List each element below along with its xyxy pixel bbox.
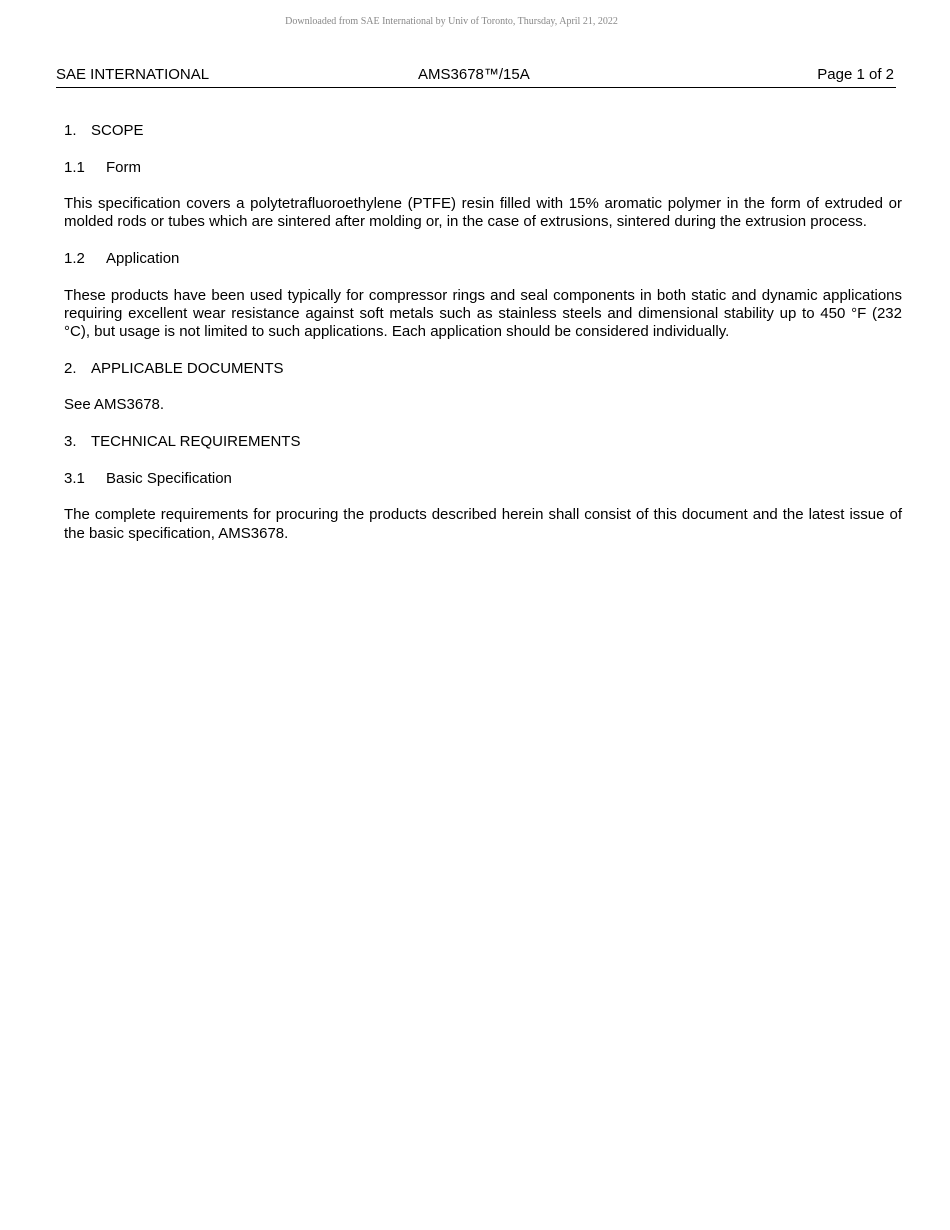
section-title: Basic Specification [106,469,232,487]
section-title: TECHNICAL REQUIREMENTS [91,433,301,451]
download-notice: Downloaded from SAE International by Univ of Toronto, Thursday, April 21, 2022 [285,16,618,27]
section-title: Form [106,158,141,176]
header-document-number: AMS3678™/15A [418,66,530,83]
section-heading-form [64,159,902,177]
section-title: APPLICABLE DOCUMENTS [91,359,284,377]
section-number: 3.1 [64,469,85,487]
section-heading-application [64,250,902,268]
section-heading-applicable-documents [64,360,902,378]
section-title: SCOPE [91,122,144,139]
section-heading-scope [64,122,902,140]
section-title: Application [106,250,180,268]
header-organization: SAE INTERNATIONAL [56,66,210,83]
section-number: 1.2 [64,250,85,268]
paragraph-application: These products have been used typically for compressor rings and seal components in both static and dynamic applications requiring excellent wear resistance against soft metals such as stainless steels and dimensional stability up to 450 °F (232 °C), but usage is not limited to such applications. Each application should be considered individually. [64,286,902,341]
document-body [64,122,902,561]
section-heading-basic-specification [64,470,902,488]
section-number: 1.1 [64,158,85,176]
section-number: 3. [64,433,77,451]
header-page-number: Page 1 of 2 [817,66,894,83]
paragraph-basic-specification: The complete requirements for procuring the products described herein shall consist of this document and the latest issue of the basic specification, AMS3678. [64,506,902,542]
section-number: 2. [64,359,77,377]
paragraph-applicable-documents: See AMS3678. [64,396,165,414]
section-number: 1. [64,122,77,139]
section-heading-technical-requirements [64,433,902,451]
paragraph-form: This specification covers a polytetrafluoroethylene (PTFE) resin filled with 15% aromatic polymer in the form of extruded or molded rods or tubes which are sintered after molding or, in the case of extrusions, sintered during the extrusion process. [64,195,902,231]
running-header [56,66,896,88]
